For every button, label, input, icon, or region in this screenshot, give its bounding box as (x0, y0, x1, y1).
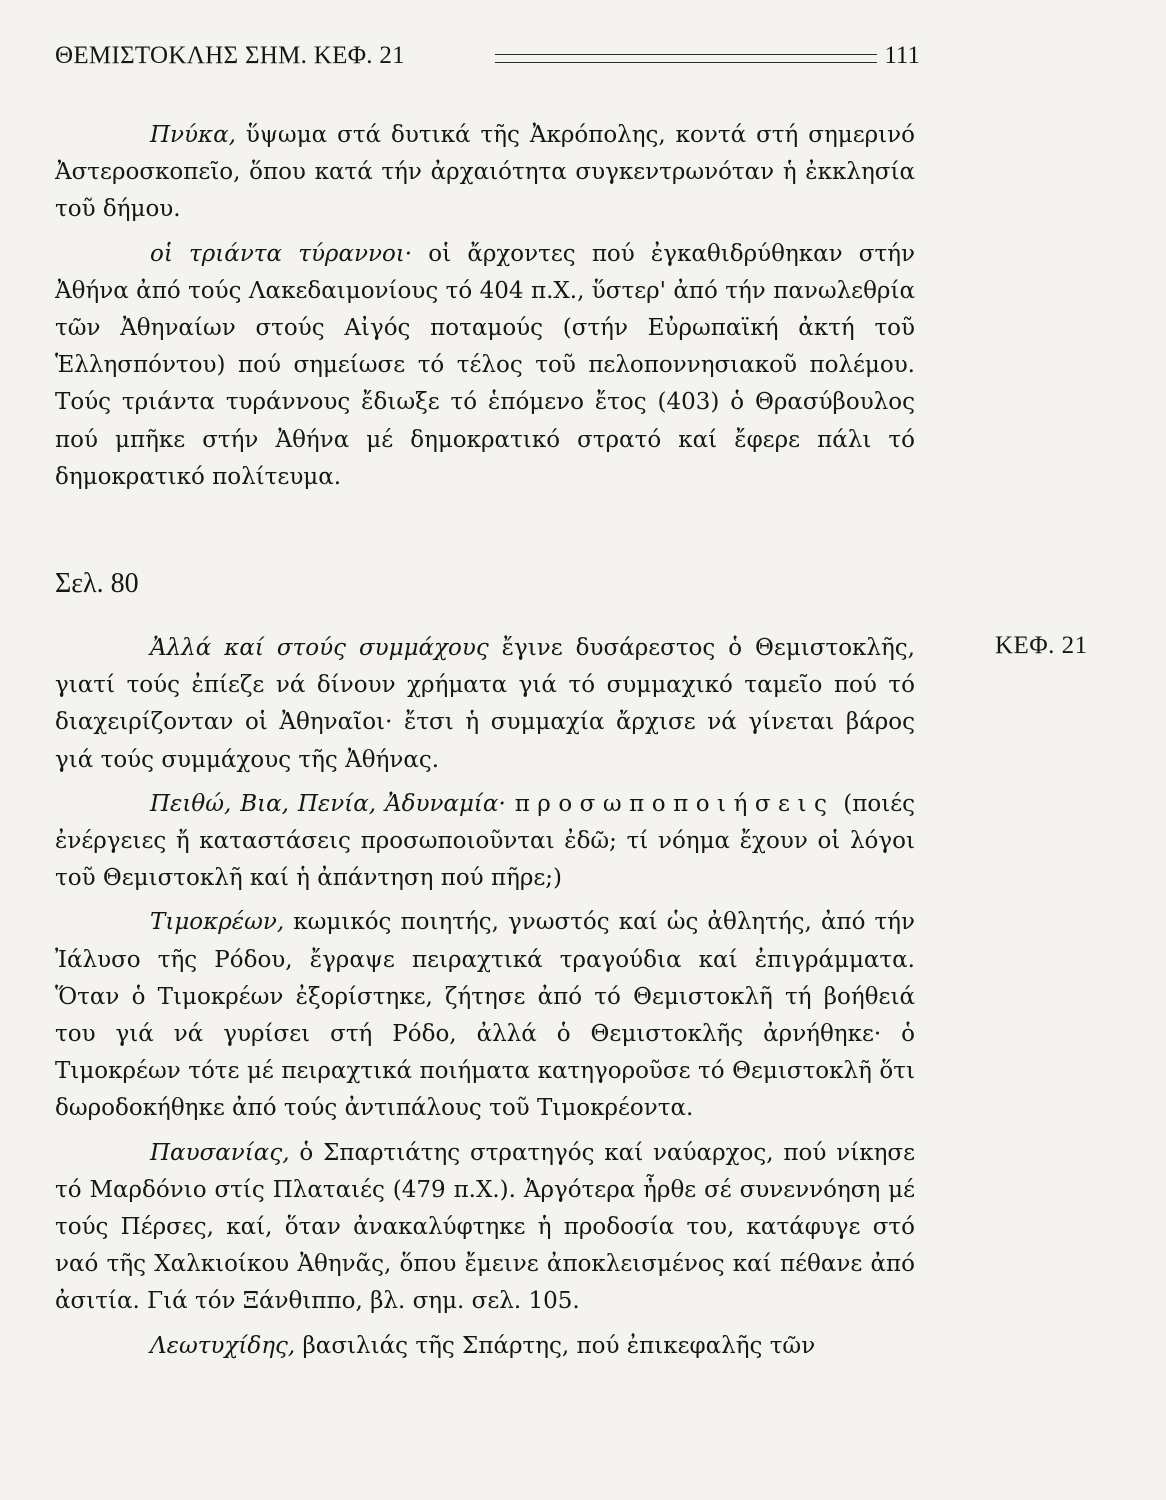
page-header (55, 42, 920, 78)
section-label: Σελ. 80 (55, 568, 139, 599)
note-lemma: οἱ τριάντα τύραννοι· (150, 240, 413, 267)
note-text: ὕψωμα στά δυτικά τῆς Ἀκρόπολης, κοντά στή σημερινό Ἀστεροσκοπεῖο, ὅπου κατά τήν ἀρχαιότητα συγκεντρωνόταν ἡ ἐκκλησία τοῦ δήμου. (55, 122, 915, 223)
note-text: (ποιές ἐνέργειες ἤ καταστάσεις προσωποιοῦνται ἐδῶ; τί νόημα ἔχουν οἱ λόγοι τοῦ Θεμιστοκλῆ καί ἡ ἀπάντηση πού πῆρε;) (55, 790, 916, 892)
spaced-term: προσωποποιήσεις (514, 790, 835, 817)
page-number: 111 (884, 42, 920, 69)
notes-block-main (55, 630, 915, 1365)
note-lemma: Πνύκα, (150, 122, 236, 148)
note-lemma: Παυσανίας, (150, 1139, 290, 1166)
note-paragraph (55, 630, 915, 779)
note-paragraph (55, 1328, 915, 1365)
note-paragraph (55, 786, 915, 898)
note-text: κωμικός ποιητής, γνωστός καί ὡς ἀθλητής, ἀπό τήν Ἰάλυσο τῆς Ρόδου, ἔγραψε πειραχτικά τραγούδια καί ἐπιγράμματα. Ὅταν ὁ Τιμοκρέων ἐξορίστηκε, ζήτησε ἀπό τό Θεμιστοκλῆ τή βοήθειά του γιά νά γυρίσει στή Ρόδο, ἀλλά ὁ Θεμιστοκλῆς ἀρνήθηκε· ὁ Τιμοκρέων τότε μέ πειραχτικά ποιήματα κατηγοροῦσε τό Θεμιστοκλῆ ὅτι δωροδοκήθηκε ἀπό τούς ἀντιπάλους τοῦ Τιμοκρέοντα. (55, 909, 915, 1122)
note-paragraph (55, 236, 915, 496)
notes-block-top (55, 117, 915, 496)
note-text: ἔγινε δυσάρεστος ὁ Θεμιστοκλῆς, γιατί τούς ἐπίεζε νά δίνουν χρήματα γιά τό συμμαχικό ταμεῖο πού τό διαχειρίζονταν οἱ Ἀθηναῖοι· ἔτσι ἡ συμμαχία ἄρχισε νά γίνεται βάρος γιά τούς συμμάχους τῆς Ἀθήνας. (55, 635, 915, 773)
running-title: ΘΕΜΙΣΤΟΚΛΗΣ ΣΗΜ. ΚΕΦ. 21 (55, 42, 405, 69)
note-lemma: Τιμοκρέων, (150, 909, 285, 936)
note-lemma: Λεωτυχίδης, (150, 1332, 296, 1359)
note-text: ὁ Σπαρτιάτης στρατηγός καί ναύαρχος, πού νίκησε τό Μαρδόνιο στίς Πλαταιές (479 π.Χ.). Ἀργότερα ἦρθε σέ συνεννόηση μέ τούς Πέρσες, καί, ὅταν ἀνακαλύφτηκε ἡ προδοσία του, κατάφυγε στό ναό τῆς Χαλκιοίκου Ἀθηνᾶς, ὅπου ἔμεινε ἀποκλεισμένος καί πέθανε ἀπό ἀσιτία. Γιά τόν Ξάνθιππο, βλ. σημ. σελ. 105. (55, 1139, 915, 1315)
header-rule (495, 54, 877, 63)
note-text: βασιλιάς τῆς Σπάρτης, πού ἐπικεφαλῆς τῶν (295, 1332, 816, 1359)
note-text: οἱ ἄρχοντες πού ἐγκαθιδρύθηκαν στήν Ἀθήνα ἀπό τούς Λακεδαιμονίους τό 404 π.Χ., ὕστερ' ἀπό τήν πανωλεθρία τῶν Ἀθηναίων στούς Αἰγός ποταμούς (στήν Εὐρωπαϊκή ἀκτή τοῦ Ἑλλησπόντου) πού σημείωσε τό τέλος τοῦ πελοποννησιακοῦ πολέμου. Τούς τριάντα τυράννους ἔδιωξε τό ἑπόμενο ἔτος (403) ὁ Θρασύβουλος πού μπῆκε στήν Ἀθήνα μέ δημοκρατικό στρατό καί ἔφερε πάλι τό δημοκρατικό πολίτευμα. (55, 240, 915, 490)
margin-chapter-ref: ΚΕΦ. 21 (995, 632, 1088, 659)
note-paragraph (55, 904, 915, 1127)
note-paragraph (55, 1135, 915, 1321)
note-lemma: Πειθώ, Βια, Πενία, Ἀδυναμία· (150, 790, 506, 817)
note-lemma: Ἀλλά καί στούς συμμάχους (150, 635, 489, 661)
note-paragraph (55, 117, 915, 229)
